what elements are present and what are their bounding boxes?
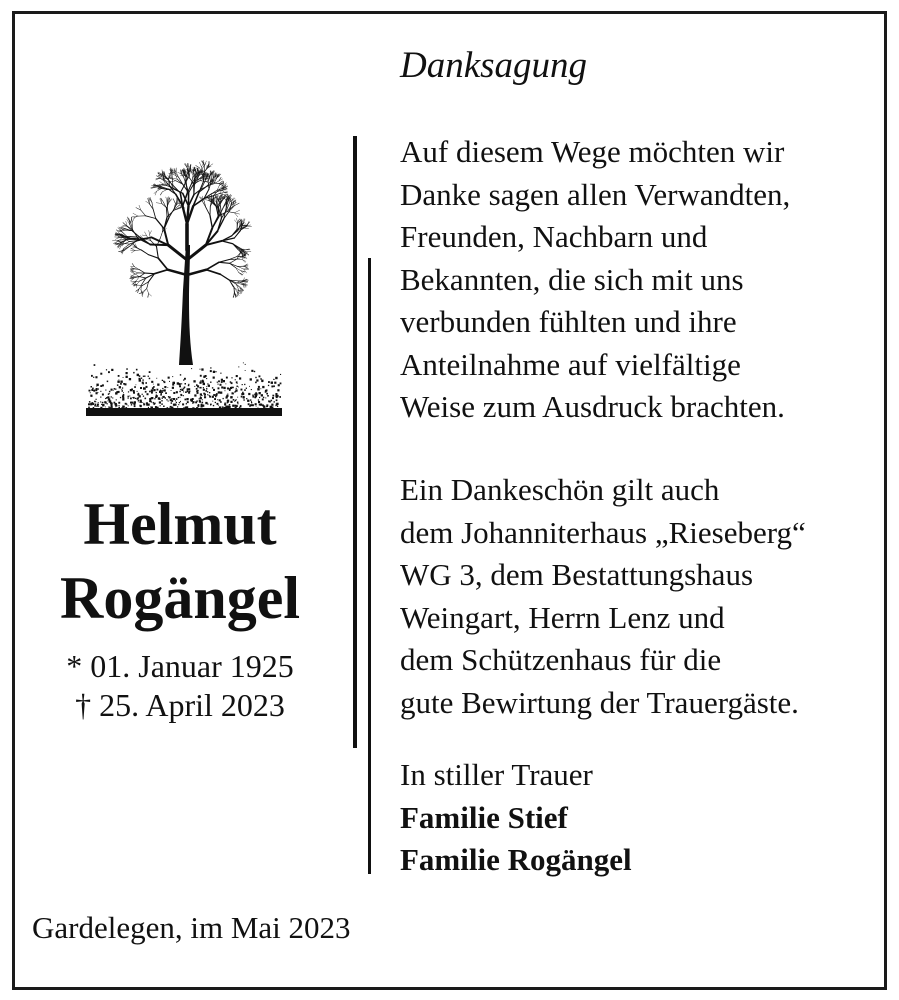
notice-heading: Danksagung [400, 45, 588, 86]
vertical-rule-right [368, 258, 371, 874]
signoff [400, 754, 632, 882]
death-date: † 25. April 2023 [75, 687, 285, 723]
text-line: Auf diesem Wege möchten wir [400, 134, 785, 169]
signoff-intro: In stiller Trauer [400, 757, 593, 792]
text-line: Freunden, Nachbarn und [400, 219, 708, 254]
thanks-paragraph-1 [400, 131, 790, 429]
text-line: dem Schützenhaus für die [400, 642, 722, 677]
text-line: gute Bewirtung der Trauergäste. [400, 684, 799, 720]
vertical-rule-left [353, 136, 357, 748]
text-line: dem Johanniterhaus „Rieseberg“ [400, 514, 806, 550]
text-line: verbunden fühlten und ihre [400, 304, 737, 339]
location-date: Gardelegen, im Mai 2023 [32, 910, 351, 945]
text-line: WG 3, dem Bestattungshaus [400, 557, 754, 592]
text-line: Ein Dankeschön gilt auch [400, 472, 720, 507]
family-name-2: Familie Rogängel [400, 842, 632, 877]
tree-icon [86, 150, 282, 420]
text-line: Weise zum Ausdruck brachten. [400, 389, 785, 424]
text-line: Bekannten, die sich mit uns [400, 261, 744, 297]
text-line: Anteilnahme auf vielfältige [400, 346, 741, 382]
birth-date: * 01. Januar 1925 [66, 648, 294, 684]
deceased-first-name: Helmut [83, 491, 277, 557]
deceased-last-name: Rogängel [60, 565, 300, 631]
family-name-1: Familie Stief [400, 799, 568, 835]
thanks-paragraph-2 [400, 469, 806, 724]
text-line: Weingart, Herrn Lenz und [400, 599, 725, 635]
text-line: Danke sagen allen Verwandten, [400, 176, 791, 212]
